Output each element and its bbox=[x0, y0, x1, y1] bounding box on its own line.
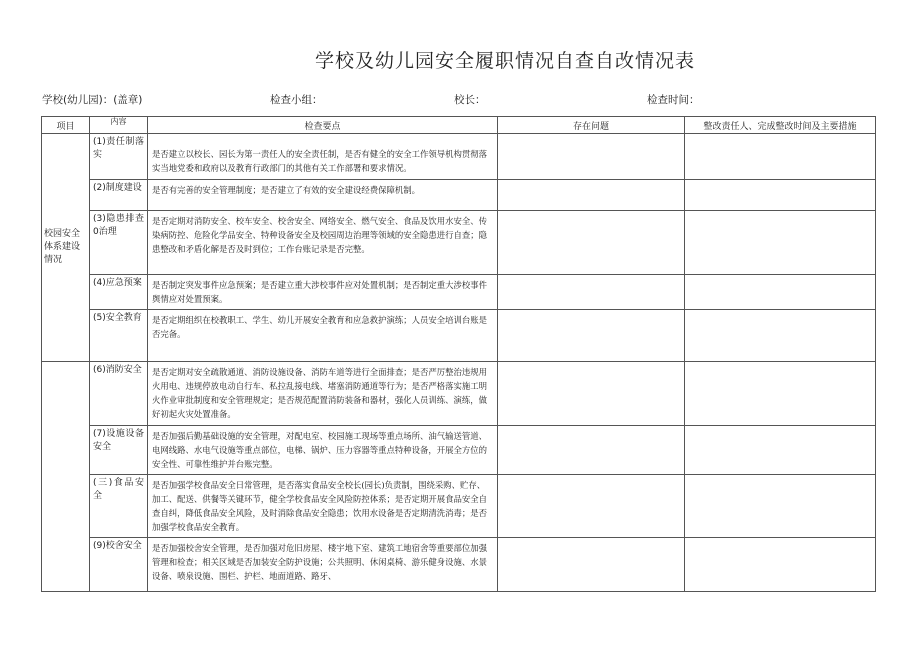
row-check-points: 是否定期组织在校教职工、学生、幼儿开展安全教育和应急救护演练；人员安全培训台账是否完备。 bbox=[148, 310, 498, 362]
row-check-points: 是否有完善的安全管理制度；是否建立了有效的安全建设经费保障机制。 bbox=[148, 180, 498, 211]
header-check-points: 检查要点 bbox=[148, 117, 498, 134]
page-title: 学校及幼儿园安全履职情况自查自改情况表 bbox=[314, 50, 695, 72]
row-measure-cell[interactable] bbox=[685, 475, 876, 538]
table-row bbox=[42, 180, 876, 211]
principal-label: 校长： bbox=[454, 94, 486, 106]
table-row bbox=[42, 538, 876, 592]
header-content: 内容 bbox=[90, 117, 148, 134]
row-measure-cell[interactable] bbox=[685, 310, 876, 362]
row-check-points: 是否加强校舍安全管理，是否加强对危旧房屋、楼宇地下室、建筑工地宿舍等重要部位加强管理和检查；相关区域是否加装安全防护设施；公共照明、休闲桌椅、游乐健身设施、水景设备、喷泉设施、围栏、护栏、地面道路、路牙、 bbox=[148, 538, 498, 592]
row-item: (3)隐患排查0治理 bbox=[90, 211, 148, 275]
table-row bbox=[42, 362, 876, 426]
row-problem-cell[interactable] bbox=[498, 426, 685, 475]
row-check-points: 是否制定突发事件应急预案；是否建立重大涉校事件应对处置机制；是否制定重大涉校事件舆情应对处置预案。 bbox=[148, 275, 498, 310]
category-system-building: 校园安全体系建设情况 bbox=[42, 134, 90, 362]
self-check-table bbox=[41, 116, 876, 592]
row-problem-cell[interactable] bbox=[498, 275, 685, 310]
inspection-group-label: 检查小组： bbox=[270, 94, 323, 106]
header-project: 项目 bbox=[42, 117, 90, 134]
table-row bbox=[42, 134, 876, 180]
row-item: (6)消防安全 bbox=[90, 362, 148, 426]
row-item: (2)制度建设 bbox=[90, 180, 148, 211]
table-row bbox=[42, 475, 876, 538]
row-problem-cell[interactable] bbox=[498, 180, 685, 211]
row-problem-cell[interactable] bbox=[498, 211, 685, 275]
row-item: (7)设施设备安全 bbox=[90, 426, 148, 475]
row-measure-cell[interactable] bbox=[685, 211, 876, 275]
header-problems: 存在问题 bbox=[498, 117, 685, 134]
row-check-points: 是否加强学校食品安全日常管理，是否落实食品安全校长(园长)负责制，围绕采购、贮存、加工、配送、供餐等关键环节，健全学校食品安全风险防控体系；是否定期开展食品安全自查自纠，降低食品安全风险，及时消除食品安全隐患；饮用水设备是否定期清洗消毒；是否加强学校食品安全教育。 bbox=[148, 475, 498, 538]
table-row bbox=[42, 426, 876, 475]
row-check-points: 是否建立以校长、园长为第一责任人的安全责任制，是否有健全的安全工作领导机构贯彻落实当地党委和政府以及教育行政部门的其他有关工作部署和要求情况。 bbox=[148, 134, 498, 180]
row-problem-cell[interactable] bbox=[498, 362, 685, 426]
table-row bbox=[42, 275, 876, 310]
inspection-time-label: 检查时间： bbox=[647, 94, 700, 106]
row-measure-cell[interactable] bbox=[685, 134, 876, 180]
row-item: (1)责任制落实 bbox=[90, 134, 148, 180]
row-check-points: 是否定期对消防安全、校车安全、校舍安全、网络安全、燃气安全、食品及饮用水安全、传染病防控、危险化学品安全、特种设备安全及校园周边治理等领域的安全隐患进行自查；隐患整改和矛盾化解是否及时到位；工作台账记录是否完整。 bbox=[148, 211, 498, 275]
school-field-label: 学校(幼儿园)：(盖章) bbox=[42, 94, 143, 106]
row-problem-cell[interactable] bbox=[498, 134, 685, 180]
row-check-points: 是否定期对安全疏散通道、消防设施设备、消防车道等进行全面排查；是否严厉整治违规用火用电、违规停放电动自行车、私拉乱接电线、堵塞消防通道等行为；是否严格落实施工明火作业审批制度和安全管理规定；是否规范配置消防装备和器材，强化人员训练、演练，做好初起火灾处置准备。 bbox=[148, 362, 498, 426]
row-item: (4)应急预案 bbox=[90, 275, 148, 310]
header-measures: 整改责任人、完成整改时间及主要措施 bbox=[685, 117, 876, 134]
row-problem-cell[interactable] bbox=[498, 538, 685, 592]
row-measure-cell[interactable] bbox=[685, 180, 876, 211]
row-measure-cell[interactable] bbox=[685, 275, 876, 310]
row-item: (三)食品安全 bbox=[90, 475, 148, 538]
table-header-row bbox=[42, 117, 876, 134]
row-problem-cell[interactable] bbox=[498, 475, 685, 538]
table-row bbox=[42, 310, 876, 362]
table-row bbox=[42, 211, 876, 275]
row-measure-cell[interactable] bbox=[685, 362, 876, 426]
row-check-points: 是否加强后勤基础设施的安全管理，对配电室、校园施工现场等重点场所、油气输送管道、电网线路、水电气设施等重点部位，电梯、锅炉、压力容器等重点特种设备，开展全方位的安全性、可靠性维护并台账完整。 bbox=[148, 426, 498, 475]
row-measure-cell[interactable] bbox=[685, 426, 876, 475]
row-measure-cell[interactable] bbox=[685, 538, 876, 592]
row-problem-cell[interactable] bbox=[498, 310, 685, 362]
row-item: (9)校舍安全 bbox=[90, 538, 148, 592]
category-safety-management bbox=[42, 362, 90, 592]
row-item: (5)安全教育 bbox=[90, 310, 148, 362]
